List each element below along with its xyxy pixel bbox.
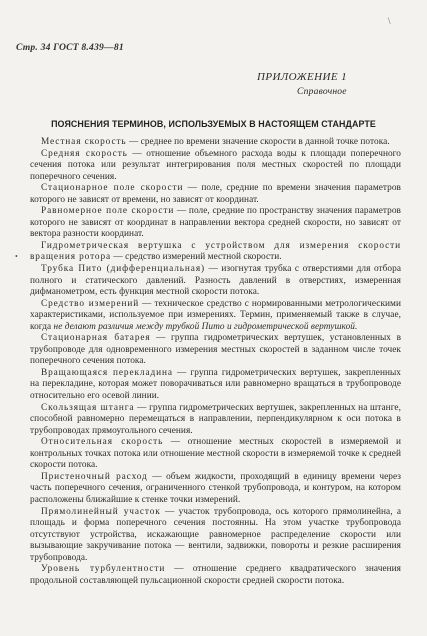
paragraph-mean-velocity bbox=[30, 149, 401, 184]
term: Равномерное поле скорости bbox=[41, 206, 175, 217]
term: Стационарное поле скорости bbox=[41, 183, 184, 194]
definition: — отношение местных скоростей в измеряемой и контрольных точках потока или отношение местной скорости в измеряемой точке к средней скорости потока. bbox=[30, 437, 401, 471]
scan-mark: \ bbox=[388, 16, 391, 26]
paragraph-measuring-instrument bbox=[30, 299, 401, 334]
definition: — среднее по времени значение скорости в данной точке потока. bbox=[126, 137, 390, 147]
definitions-body bbox=[30, 137, 401, 587]
term: Вращающаяся перекладина bbox=[41, 367, 173, 378]
definition: — изогнутая трубка с отверстиями для отбора полного и статического давлений. Разность давлений в отверстиях, измеренная дифманометром, есть функция местной скорости потока. bbox=[30, 264, 402, 298]
paragraph-wall-flow bbox=[30, 472, 401, 507]
paragraph-straight-section bbox=[30, 507, 401, 565]
paragraph-sliding-rod bbox=[30, 403, 401, 438]
term: Гидрометрическая вертушка с устройством для измерения скорости вращения ротора bbox=[30, 240, 401, 263]
definition: — отношение объемного расхода воды к площади поперечного сечения потока или результат интегрирования поля местных скоростей по площади поперечного сечения. bbox=[30, 148, 401, 182]
definition: — средство измерений местной скорости. bbox=[111, 252, 282, 263]
margin-mark: • bbox=[15, 252, 18, 261]
term: Стационарная батарея bbox=[41, 333, 151, 344]
page-header: Стр. 34 ГОСТ 8.439—81 bbox=[16, 42, 124, 53]
definition: — объем жидкости, проходящий в единицу времени через часть поперечного сечения, ограниченного стенкой трубопровода, и контуром, на котором расположены ближайшие к стенке точки измерений. bbox=[30, 471, 401, 505]
definition: — группа гидрометрических вертушек, установленных в трубопроводе для одновременного измерения местных скоростей в заданном числе точек поперечного сечения потока. bbox=[30, 333, 402, 367]
definition: — группа гидрометрических вертушек, закрепленных на перекладине, которая может поворачиваться или равномерно вращаться в трубопроводе относительно его осевой линии. bbox=[30, 367, 401, 402]
definition: — техническое средство с нормированными метрологическими характеристиками, используемое при измерениях. Термин, применяемый также в случае, когда bbox=[30, 298, 401, 332]
term: Пристеночный расход bbox=[41, 471, 148, 482]
paragraph-relative-velocity bbox=[30, 437, 401, 472]
definition: — отношение среднего квадратического значения продольной составляющей пульсационной скорости средней скорости потока. bbox=[30, 564, 402, 586]
definition: — группа гидрометрических вертушек, закрепленных на штанге, способной равномерно перемещаться в направлении, перпендикулярном к оси потока в трубопроводах прямоугольного сечения. bbox=[30, 402, 401, 436]
appendix-title: ПРИЛОЖЕНИЕ 1 bbox=[257, 71, 348, 83]
term: Прямолинейный участок bbox=[41, 506, 161, 517]
paragraph-rotating-bar bbox=[30, 368, 401, 403]
paragraph-pitot-tube bbox=[30, 264, 401, 299]
term: Трубка Пито (дифференциальная) bbox=[41, 264, 206, 275]
definition: — поле, средние по времени значения параметров которого не зависят от времени, но зависят от координат. bbox=[30, 183, 401, 205]
term: Местная скорость bbox=[41, 137, 127, 147]
paragraph-turbulence-level bbox=[30, 564, 401, 587]
paragraph-local-velocity bbox=[30, 137, 401, 149]
definition: — поле, средние по пространству значения параметров которого не зависят от координат в направлении вектора средней скорости, но зависят от вектора разности координат. bbox=[30, 206, 401, 240]
term: Средняя скорость bbox=[41, 148, 128, 159]
paragraph-stationary-array bbox=[30, 333, 401, 368]
paragraph-stationary-field bbox=[30, 183, 401, 206]
definition: — участок трубопровода, ось которого прямолинейна, а площадь и форма поперечного сечения постоянны. На этом участке трубопровода отсутствуют устройства, искажающие равномерное распределение скорости или вызывающие закручивание потока — вентили, задвижки, повороты и резкие расширения трубопровода. bbox=[30, 506, 401, 563]
term: Средство измерений bbox=[41, 298, 140, 309]
term: Уровень турбулентности bbox=[41, 564, 166, 575]
appendix-subtitle: Справочное bbox=[297, 86, 347, 97]
definition-italic: не делают различия между трубкой Пито и гидрометрической вертушкой. bbox=[53, 321, 358, 332]
term: Относительная скорость bbox=[41, 437, 164, 448]
paragraph-uniform-field bbox=[30, 206, 401, 241]
paragraph-current-meter bbox=[30, 241, 401, 264]
section-title: ПОЯСНЕНИЯ ТЕРМИНОВ, ИСПОЛЬЗУЕМЫХ В НАСТОЯЩЕМ СТАНДАРТЕ bbox=[51, 119, 376, 129]
term: Скользящая штанга bbox=[41, 402, 135, 413]
